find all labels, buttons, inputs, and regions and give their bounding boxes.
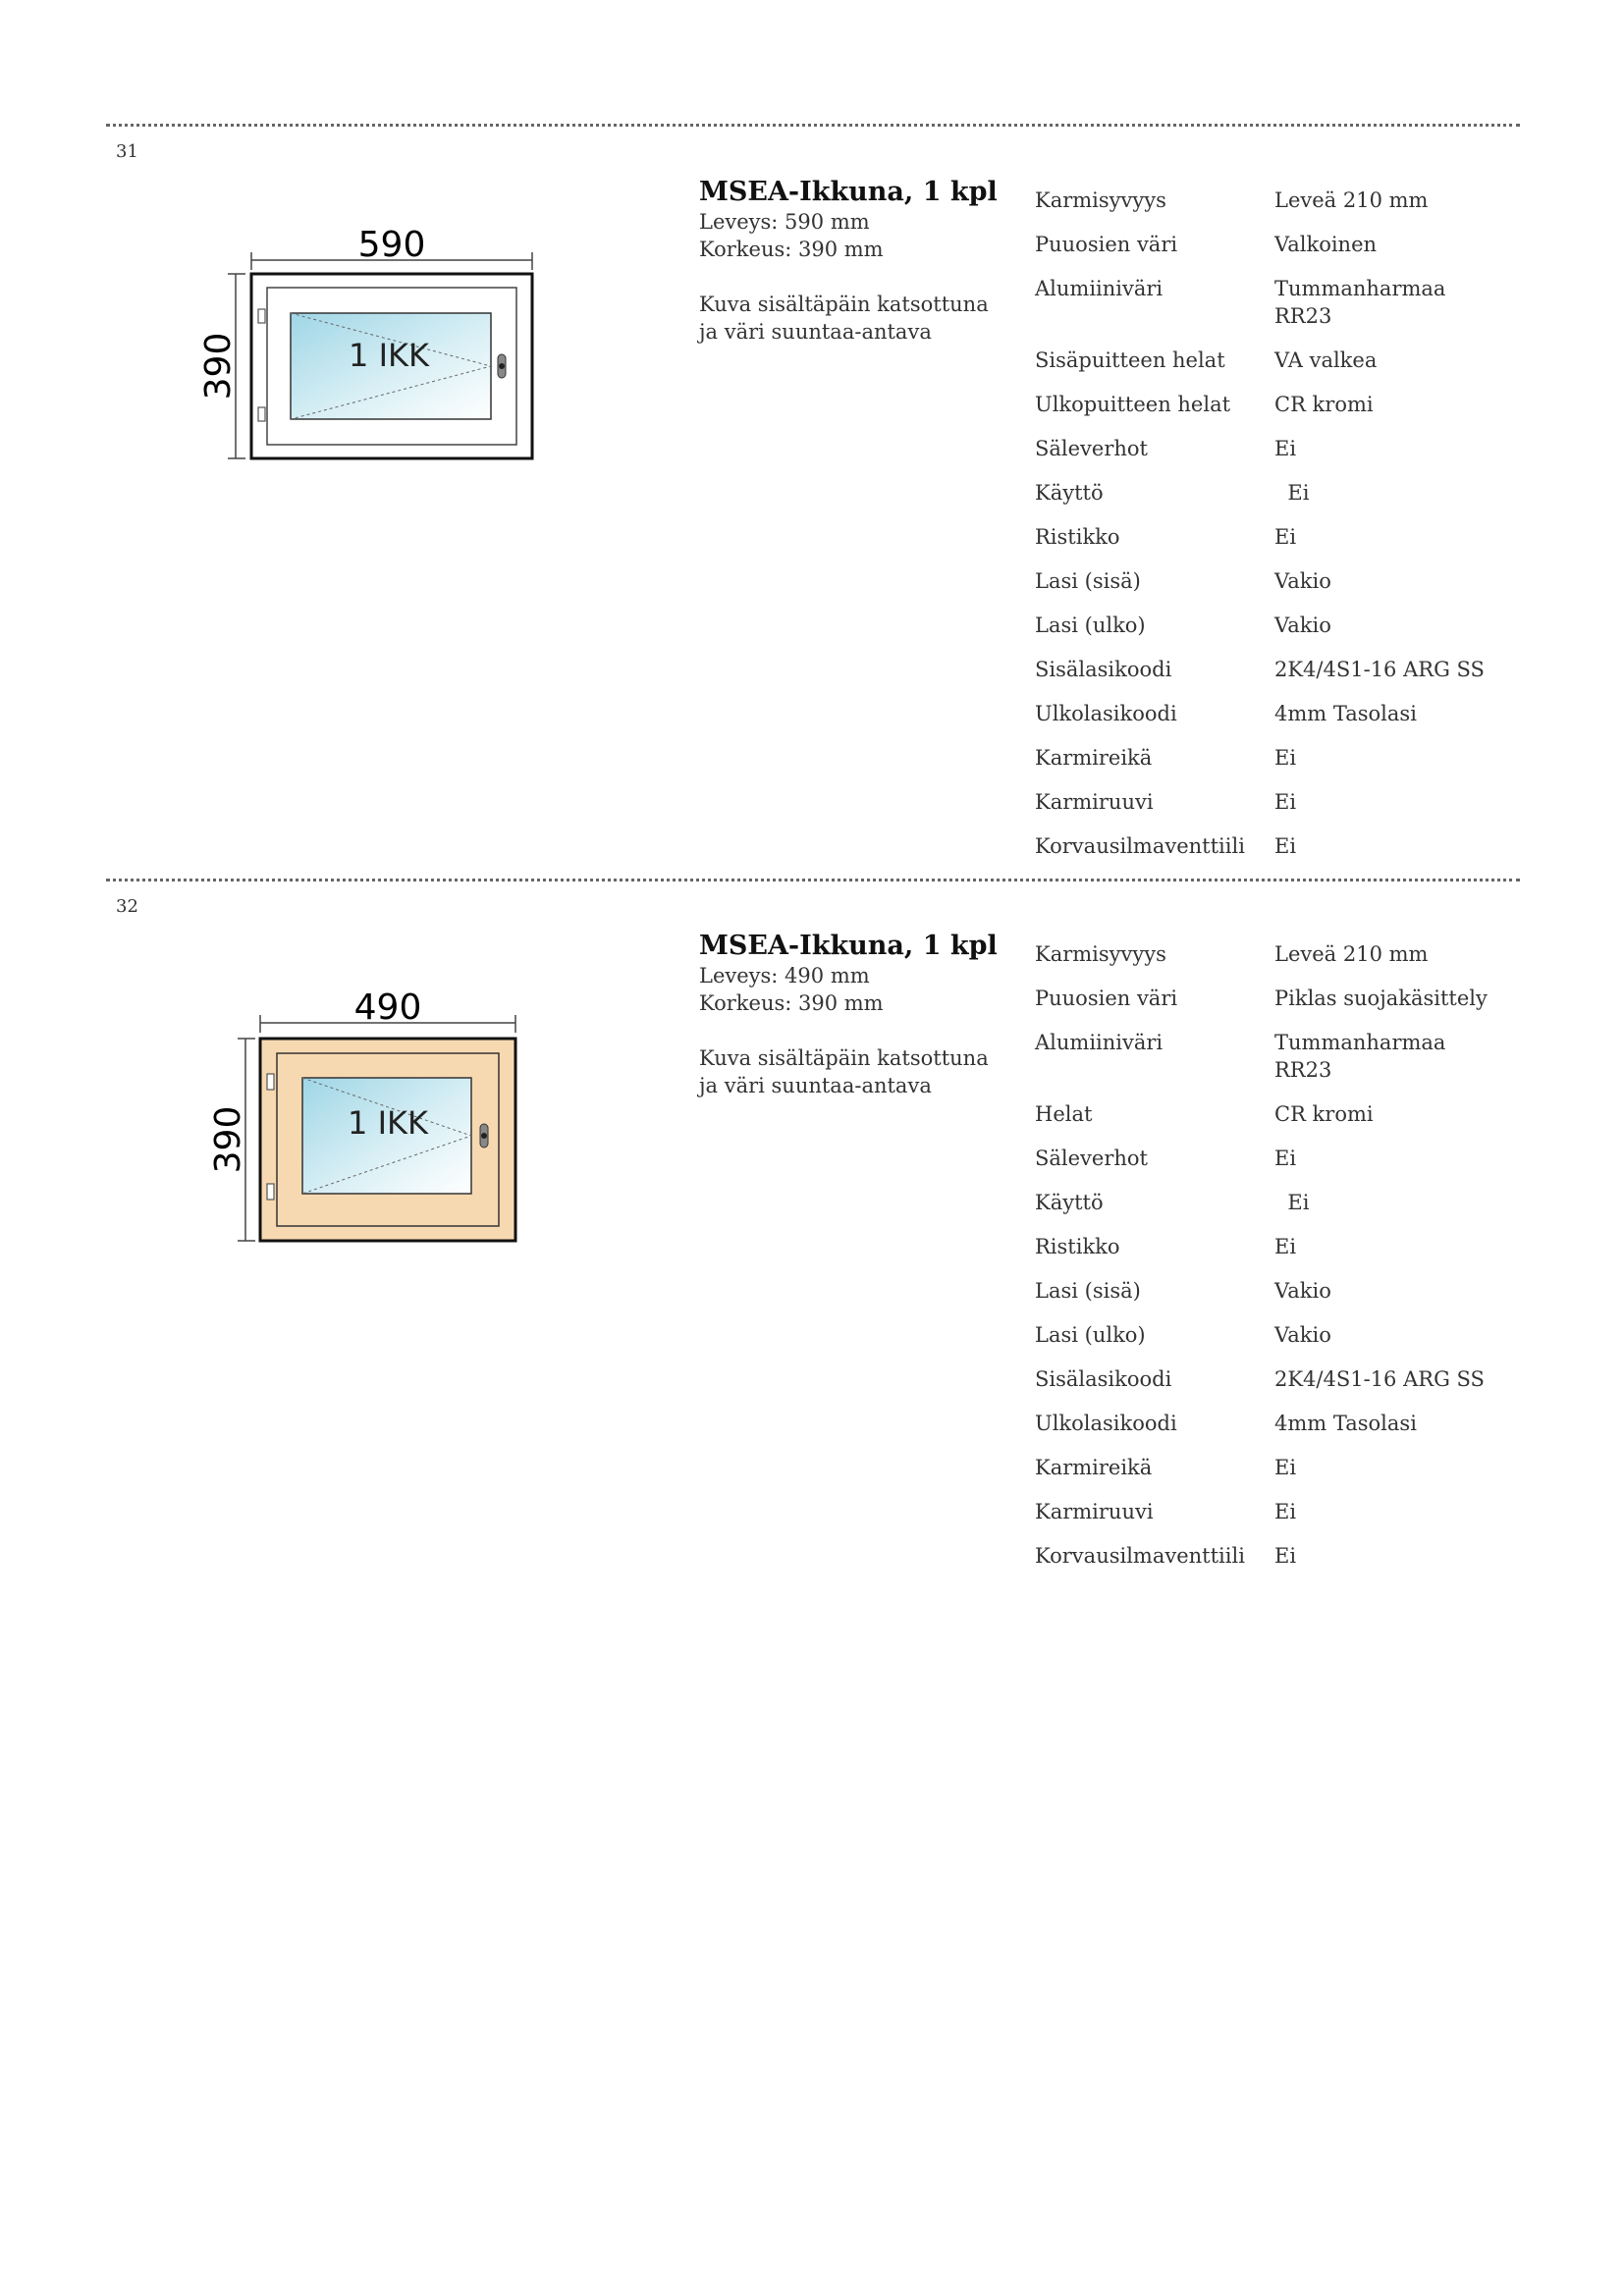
spec-row: [1035, 612, 1506, 639]
hinge-icon: [258, 407, 265, 421]
spec-row: [1035, 1277, 1506, 1305]
spec-value: Ei: [1274, 1500, 1297, 1523]
item-number: 31: [116, 141, 138, 162]
spec-key: Puuosien väri: [1035, 233, 1178, 256]
hinge-icon: [267, 1074, 274, 1090]
height-dimension: [208, 1039, 255, 1241]
spec-key: Karmiruuvi: [1035, 1500, 1154, 1523]
spec-key: Alumiiniväri: [1035, 1031, 1164, 1054]
spec-table: [1035, 187, 1506, 877]
spec-value: Ei: [1274, 1235, 1297, 1258]
spec-key: Lasi (ulko): [1035, 1323, 1146, 1347]
spec-key: Sisälasikoodi: [1035, 658, 1172, 681]
spec-value: Leveä 210 mm: [1274, 942, 1429, 966]
handle-icon: [480, 1124, 488, 1148]
spec-key: Käyttö: [1035, 1191, 1104, 1214]
spec-row: [1035, 1498, 1506, 1525]
window-height-text: Korkeus: 390 mm: [699, 991, 884, 1015]
spec-value: Piklas suojakäsittely: [1274, 987, 1488, 1010]
height-dimension-label: 390: [198, 332, 239, 400]
spec-row: [1035, 744, 1506, 772]
spec-key: Puuosien väri: [1035, 987, 1178, 1010]
spec-row: [1035, 391, 1506, 418]
spec-row: [1035, 479, 1506, 507]
drawing-note: Kuva sisältäpäin katsottuna ja väri suuntaa-antava: [699, 293, 989, 344]
spec-row: [1035, 1233, 1506, 1260]
spec-row: [1035, 1145, 1506, 1172]
spec-row: [1035, 700, 1506, 727]
spec-value: 2K4/4S1-16 ARG SS: [1274, 658, 1485, 681]
width-dimension: [260, 988, 515, 1033]
spec-row: [1035, 1029, 1506, 1084]
spec-key: Lasi (sisä): [1035, 1279, 1141, 1303]
spec-key: Korvausilmaventtiili: [1035, 834, 1245, 858]
spec-row: [1035, 523, 1506, 551]
spec-value: Ei: [1274, 790, 1297, 814]
spec-value: Ei: [1274, 525, 1297, 549]
spec-key: Lasi (ulko): [1035, 614, 1146, 637]
window-width-text: Leveys: 590 mm: [699, 210, 870, 234]
separator-line: [106, 124, 1520, 127]
spec-row: [1035, 567, 1506, 595]
spec-row: [1035, 1321, 1506, 1349]
hinge-icon: [258, 309, 265, 323]
width-dimension: [251, 225, 532, 270]
window-width-text: Leveys: 490 mm: [699, 964, 870, 988]
window-title: MSEA-Ikkuna, 1 kpl: [699, 177, 998, 207]
spec-row: [1035, 1542, 1506, 1570]
spec-value: Ei: [1274, 481, 1310, 505]
spec-row: [1035, 940, 1506, 968]
spec-row: [1035, 1189, 1506, 1216]
spec-table: [1035, 940, 1506, 1586]
window-height-text: Korkeus: 390 mm: [699, 238, 884, 261]
spec-value: 2K4/4S1-16 ARG SS: [1274, 1367, 1485, 1391]
spec-value: 4mm Tasolasi: [1274, 702, 1417, 725]
spec-value: Ei: [1274, 834, 1297, 858]
spec-key: Karmisyvyys: [1035, 942, 1166, 966]
spec-row: [1035, 985, 1506, 1012]
spec-key: Säleverhot: [1035, 1147, 1148, 1170]
spec-key: Ristikko: [1035, 1235, 1120, 1258]
spec-value: Vakio: [1274, 1323, 1331, 1347]
spec-key: Karmireikä: [1035, 746, 1153, 770]
spec-value: Ei: [1274, 1147, 1297, 1170]
spec-key: Helat: [1035, 1102, 1093, 1126]
spec-key: Lasi (sisä): [1035, 569, 1141, 593]
spec-row: [1035, 1365, 1506, 1393]
spec-value: CR kromi: [1274, 1102, 1374, 1126]
window-info: [699, 177, 1013, 346]
item-number: 32: [116, 896, 138, 917]
spec-key: Säleverhot: [1035, 437, 1148, 460]
spec-key: Alumiiniväri: [1035, 277, 1164, 300]
spec-row: [1035, 187, 1506, 214]
sash-label: 1 IKK: [349, 337, 429, 374]
spec-value: Tummanharmaa RR23: [1274, 1031, 1446, 1082]
spec-value: 4mm Tasolasi: [1274, 1412, 1417, 1435]
spec-row: [1035, 435, 1506, 462]
spec-row: [1035, 347, 1506, 374]
spec-row: [1035, 1454, 1506, 1481]
width-dimension-label: 590: [357, 225, 426, 265]
spec-key: Ulkolasikoodi: [1035, 1412, 1177, 1435]
window-title: MSEA-Ikkuna, 1 kpl: [699, 931, 998, 961]
spec-key: Karmireikä: [1035, 1456, 1153, 1479]
hinge-icon: [267, 1184, 274, 1200]
spec-key: Ulkolasikoodi: [1035, 702, 1177, 725]
sash-label: 1 IKK: [348, 1104, 428, 1142]
spec-row: [1035, 275, 1506, 330]
handle-icon: [498, 354, 506, 378]
window-drawing: [206, 982, 540, 1256]
spec-key: Karmiruuvi: [1035, 790, 1154, 814]
spec-value: Leveä 210 mm: [1274, 188, 1429, 212]
spec-value: Vakio: [1274, 569, 1331, 593]
height-dimension: [198, 274, 245, 458]
spec-value: Ei: [1274, 1544, 1297, 1568]
spec-row: [1035, 1100, 1506, 1128]
spec-value: Vakio: [1274, 1279, 1331, 1303]
spec-key: Ulkopuitteen helat: [1035, 393, 1231, 416]
height-dimension-label: 390: [208, 1105, 248, 1174]
spec-key: Ristikko: [1035, 525, 1120, 549]
spec-row: [1035, 656, 1506, 683]
spec-value: VA valkea: [1274, 348, 1378, 372]
spec-value: Ei: [1274, 746, 1297, 770]
width-dimension-label: 490: [353, 988, 422, 1028]
spec-key: Karmisyvyys: [1035, 188, 1166, 212]
spec-value: CR kromi: [1274, 393, 1374, 416]
spec-value: Tummanharmaa RR23: [1274, 277, 1446, 328]
separator-line: [106, 879, 1520, 881]
spec-key: Sisäpuitteen helat: [1035, 348, 1225, 372]
spec-row: [1035, 832, 1506, 860]
drawing-note: Kuva sisältäpäin katsottuna ja väri suuntaa-antava: [699, 1046, 989, 1097]
spec-row: [1035, 1410, 1506, 1437]
spec-key: Käyttö: [1035, 481, 1104, 505]
spec-value: Ei: [1274, 1191, 1310, 1214]
spec-key: Sisälasikoodi: [1035, 1367, 1172, 1391]
spec-value: Ei: [1274, 437, 1297, 460]
window-info: [699, 931, 1013, 1099]
spec-row: [1035, 231, 1506, 258]
window-drawing: [196, 221, 550, 476]
spec-key: Korvausilmaventtiili: [1035, 1544, 1245, 1568]
spec-value: Vakio: [1274, 614, 1331, 637]
spec-value: Valkoinen: [1274, 233, 1378, 256]
spec-value: Ei: [1274, 1456, 1297, 1479]
spec-row: [1035, 788, 1506, 816]
